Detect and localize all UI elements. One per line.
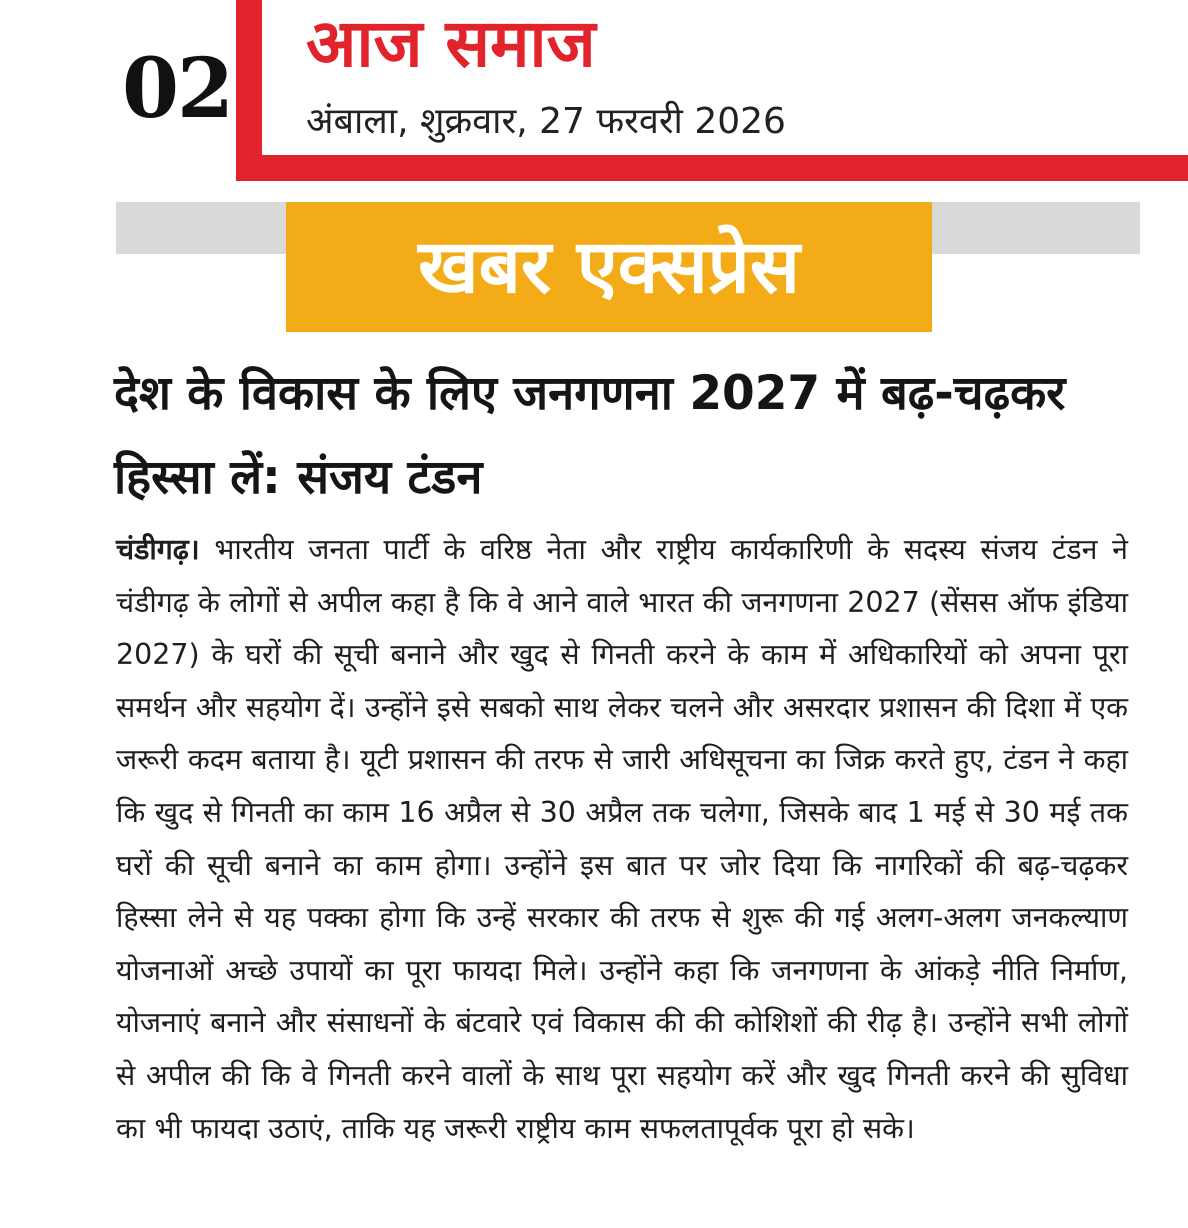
section-title: खबर एक्सप्रेस xyxy=(418,224,800,310)
article-body xyxy=(116,524,1128,1155)
masthead-red-horizontal-rule xyxy=(236,155,1188,181)
newspaper-masthead: आज समाज xyxy=(306,5,596,82)
edition-dateline: अंबाला, शुक्रवार, 27 फरवरी 2026 xyxy=(306,101,786,142)
article-body-text: भारतीय जनता पार्टी के वरिष्ठ नेता और राष्ट्रीय कार्यकारिणी के सदस्य संजय टंडन ने चंडीगढ़ के लोगों से अपील कहा है कि वे आने वाले भारत की जनगणना 2027 (सेंसस ऑफ इंडिया 2027) के घरों की सूची बनाने और खुद से गिनती करने के काम में अधिकारियों को अपना पूरा समर्थन और सहयोग दें। उन्होंने इसे सबको साथ लेकर चलने और असरदार प्रशासन की दिशा में एक जरूरी कदम बताया है। यूटी प्रशासन की तरफ से जारी अधिसूचना का जिक्र करते हुए, टंडन ने कहा कि खुद से गिनती का काम 16 अप्रैल से 30 अप्रैल तक चलेगा, जिसके बाद 1 मई से 30 मई तक घरों की सूची बनाने का काम होगा। उन्होंने इस बात पर जोर दिया कि नागरिकों की बढ़-चढ़कर हिस्सा लेने से यह पक्का होगा कि उन्हें सरकार की तरफ से शुरू की गई अलग-अलग जनकल्याण योजनाओं अच्छे उपायों का पूरा फायदा मिले। उन्होंने कहा कि जनगणना के आंकड़े नीति निर्माण, योजनाएं बनाने और संसाधनों के बंटवारे एवं विकास की की कोशिशों की रीढ़ है। उन्होंने सभी लोगों से अपील की कि वे गिनती करने वालों के साथ पूरा सहयोग करें और खुद गिनती करने की सुविधा का भी फायदा उठाएं, ताकि यह जरूरी राष्ट्रीय काम सफलतापूर्वक पूरा हो सके। xyxy=(116,533,1128,1145)
page-number: 02 xyxy=(122,41,233,137)
section-banner xyxy=(286,202,932,332)
article-headline: देश के विकास के लिए जनगणना 2027 में बढ़-चढ़कर हिस्सा लें: संजय टंडन xyxy=(114,366,1066,505)
masthead-red-vertical-rule xyxy=(236,0,262,180)
article-place: चंडीगढ़। xyxy=(116,533,200,566)
